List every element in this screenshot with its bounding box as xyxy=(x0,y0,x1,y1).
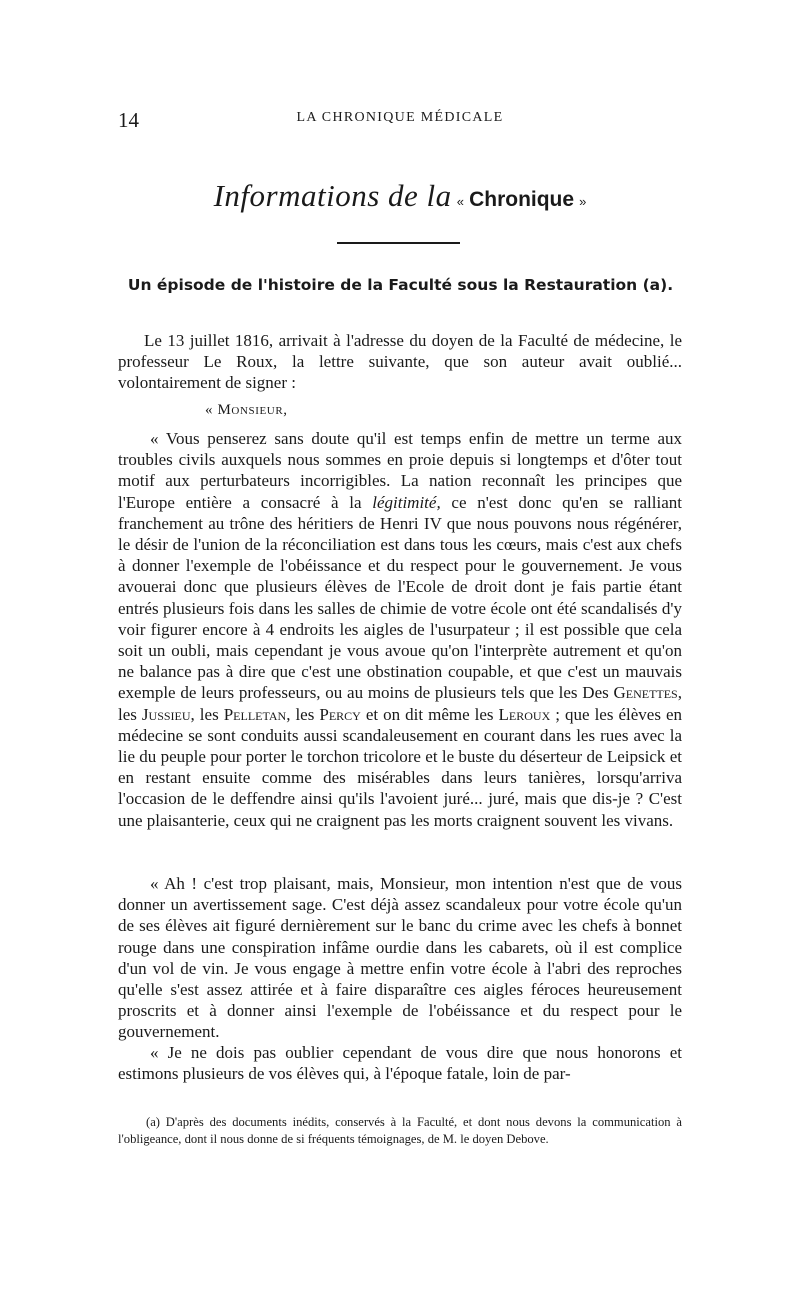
section-title-italic: Informations de la xyxy=(213,178,452,213)
title-rule xyxy=(337,242,460,244)
salutation-quote: « xyxy=(205,402,214,418)
intro-paragraph: Le 13 juillet 1816, arrivait à l'adresse du doyen de la Faculté de médecine, le professeur Le Roux, la lettre suivante, que son auteur avait oublié... volontairement de signer : xyxy=(118,331,682,393)
letter-text: et on dit même les xyxy=(360,704,499,724)
letter-text: ; que les élèves en médecine se sont conduits aussi scandaleusement en courant dans les rues avec la lie du peuple pour porter le torchon tricolore et le buste du déserteur de Leipsick et en restant ensuite comme des misérables dans leurs tanières, lorsqu'arriva l'occasion de le deffendre ainsi qu'ils l'avoient juré... juré, mais que dis-je ? C'est une plaisanterie, ceux qui ne craignent pas les morts craignent souvent les vivans. xyxy=(118,704,683,830)
quote-close: » xyxy=(579,194,587,209)
letter-text: ce n'est donc qu'en se ralliant franchement au trône des héritiers de Henri IV que nous pouvons nous régénérer, le désir de l'union de la réconciliation est dans tous les cœurs, mais c'est aux chefs à donner l'exemple de l'obéissance et du respect pour le gouvernement. Je vous avouerai donc que plusieurs élèves de l'Ecole de droit dont je fais partie étant entrés plusieurs fois dans les salles de chimie de votre école ont été scandalisés d'y voir figurer encore à 4 endroits les aigles de l'usurpateur ; il est possible que cela soit un oubli, mais cependant je vous avoue qu'on l'interprète autrement et qu'on ne balance pas à dire que c'est une obstination coupable, et que c'est un mauvais exemple de leurs professeurs, ou au moins de plusieurs tels que les Des xyxy=(118,492,682,703)
salutation-word: Monsieur, xyxy=(217,402,288,418)
letter-paragraph-1 xyxy=(118,428,682,831)
running-header xyxy=(118,110,682,134)
letter-paragraph-2: « Ah ! c'est trop plaisant, mais, Monsieur, mon intention n'est que de vous donner un avertissement sage. C'est déjà assez scandaleux pour votre école qu'un de ses élèves ait figuré dernièrement sur le banc du crime avec les chefs à bonnet rouge dans une conspiration infâme ourdie dans les cabarets, où il est complice d'un vol de vin. Je vous engage à mettre enfin votre école à l'abri des reproches qu'elle s'est assez attirée et à faire disparaître ces aigles féroces heureusement proscrits et à donner ainsi l'exemple de l'obéissance et du respect pour le gouvernement. xyxy=(118,874,682,1042)
person-name: Pelletan xyxy=(223,704,287,724)
letter-text: , les xyxy=(118,683,682,724)
person-name: Genettes xyxy=(613,683,678,703)
section-title-chronique: Chronique xyxy=(469,188,575,211)
running-title: LA CHRONIQUE MÉDICALE xyxy=(296,110,504,125)
quote-open: « xyxy=(456,194,464,209)
person-name: Percy xyxy=(319,704,361,724)
page-number: 14 xyxy=(118,108,139,132)
letter-text: « Vous penserez sans doute qu'il est temps enfin de mettre un terme aux troubles civils auxquels nous sommes en proie depuis si longtemps et d'ôter tout motif aux perturbateurs incorrigibles. La nation reconnaît les principes que l'Europe entière a consacré à la xyxy=(118,429,682,512)
person-name: Leroux xyxy=(498,704,551,724)
footnote: (a) D'après des documents inédits, conservés à la Faculté, et dont nous devons la communication à l'obligeance, dont il nous donne de si fréquents témoignages, de M. le doyen Debove. xyxy=(118,1115,682,1146)
letter-paragraph-3: « Je ne dois pas oublier cependant de vous dire que nous honorons et estimons plusieurs de vos élèves qui, à l'époque fatale, loin de par- xyxy=(118,1043,682,1084)
person-name: Jussieu xyxy=(141,704,191,724)
letter-text: , les xyxy=(286,704,320,724)
italic-word: légitimité, xyxy=(372,492,441,512)
salutation xyxy=(205,400,682,421)
section-title xyxy=(118,178,682,214)
letter-text: , les xyxy=(190,704,224,724)
article-heading: Un épisode de l'histoire de la Faculté sous la Restauration (a). xyxy=(127,276,674,294)
